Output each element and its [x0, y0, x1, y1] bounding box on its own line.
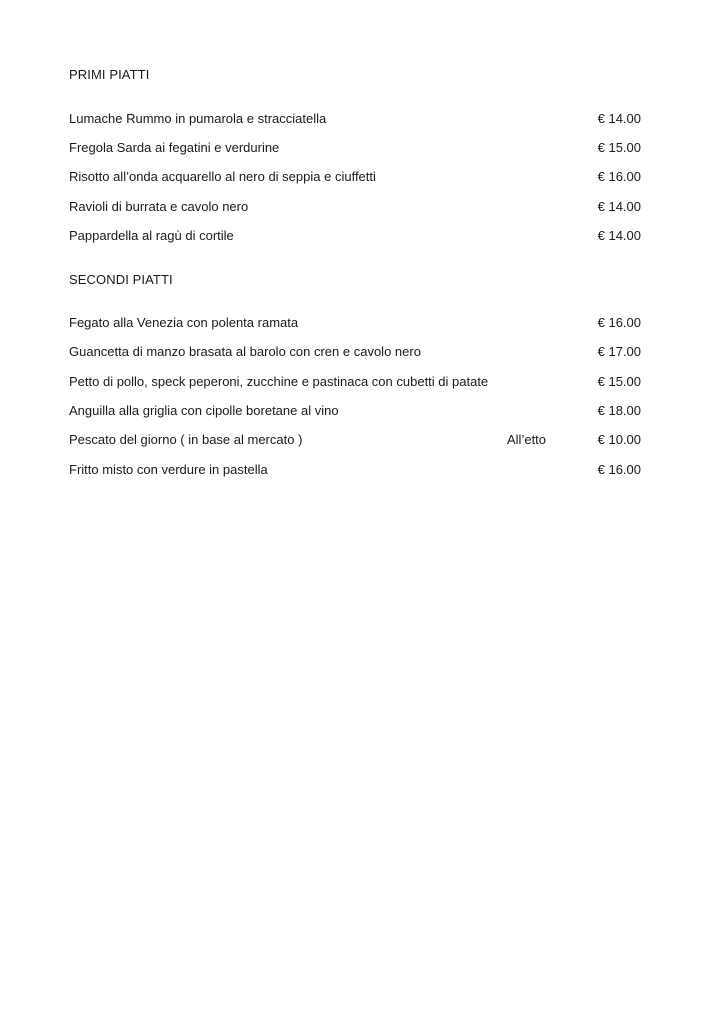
item-price: € 14.00: [597, 199, 641, 214]
menu-item: [69, 431, 641, 449]
section-title-primi: PRIMI PIATTI: [69, 67, 150, 82]
item-price: € 17.00: [597, 344, 641, 359]
item-price: € 16.00: [597, 462, 641, 477]
item-name: Petto di pollo, speck peperoni, zucchine e pastinaca con cubetti di patate: [69, 374, 489, 389]
menu-item: [69, 314, 641, 332]
menu-item: [69, 402, 641, 420]
item-name: Pescato del giorno ( in base al mercato ): [69, 432, 303, 447]
menu-item: [69, 373, 641, 391]
item-name: Risotto all’onda acquarello al nero di seppia e ciuffetti: [69, 169, 376, 184]
item-name: Ravioli di burrata e cavolo nero: [69, 199, 249, 214]
item-price: € 16.00: [597, 315, 641, 330]
menu-item: [69, 110, 641, 128]
item-name: Anguilla alla griglia con cipolle boretane al vino: [69, 403, 339, 418]
item-price: € 14.00: [597, 111, 641, 126]
item-price: € 14.00: [597, 228, 641, 243]
item-price: € 15.00: [597, 374, 641, 389]
item-name: Pappardella al ragù di cortile: [69, 228, 234, 243]
item-price: € 15.00: [597, 140, 641, 155]
menu-item: [69, 139, 641, 157]
item-name: Guancetta di manzo brasata al barolo con cren e cavolo nero: [69, 344, 421, 359]
item-name: Lumache Rummo in pumarola e stracciatella: [69, 111, 327, 126]
item-price: € 16.00: [597, 169, 641, 184]
menu-item: [69, 227, 641, 245]
item-name: Fegato alla Venezia con polenta ramata: [69, 315, 299, 330]
item-name: Fregola Sarda ai fegatini e verdurine: [69, 140, 280, 155]
item-name: Fritto misto con verdure in pastella: [69, 462, 268, 477]
item-price: € 18.00: [597, 403, 641, 418]
item-price: € 10.00: [597, 432, 641, 447]
menu-item: [69, 168, 641, 186]
menu-item: [69, 343, 641, 361]
menu-item: [69, 461, 641, 479]
section-title-secondi: SECONDI PIATTI: [69, 272, 173, 287]
item-note: All’etto: [507, 432, 547, 447]
menu-item: [69, 198, 641, 216]
